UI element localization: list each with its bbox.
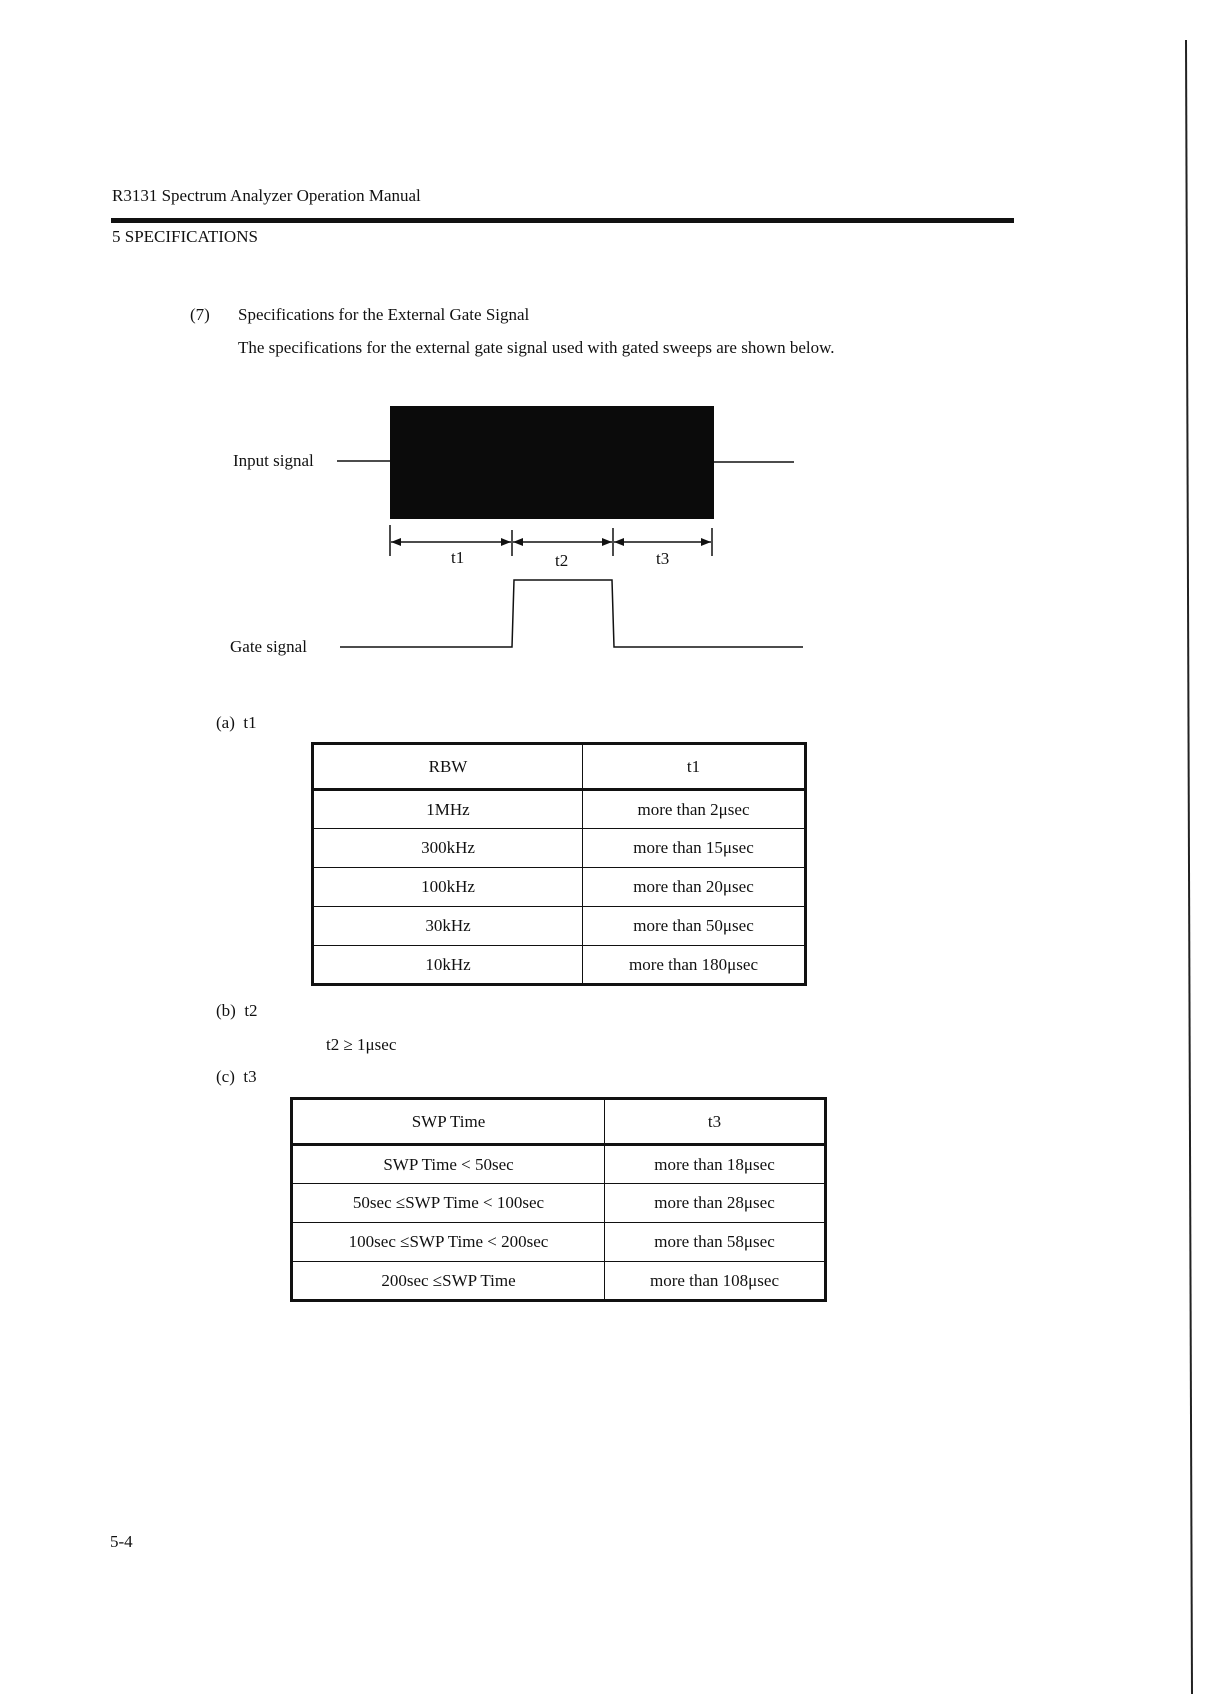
swp-time-cell: 50sec ≤SWP Time < 100sec <box>292 1184 605 1223</box>
t3-cell: more than 18μsec <box>605 1145 826 1184</box>
swp-time-cell: SWP Time < 50sec <box>292 1145 605 1184</box>
part-c-label: (c) t3 <box>216 1067 257 1086</box>
t1-cell: more than 20μsec <box>583 868 806 907</box>
rbw-header: RBW <box>313 744 583 790</box>
table-row <box>313 829 806 868</box>
rbw-cell: 300kHz <box>313 829 583 868</box>
t1-table <box>311 742 807 986</box>
table-header-row <box>313 744 806 790</box>
t3-cell: more than 28μsec <box>605 1184 826 1223</box>
t1-interval-label: t1 <box>451 548 465 567</box>
t1-cell: more than 180μsec <box>583 946 806 985</box>
t1-cell: more than 50μsec <box>583 907 806 946</box>
table-row <box>313 907 806 946</box>
rbw-cell: 10kHz <box>313 946 583 985</box>
table-row <box>292 1145 826 1184</box>
t3-cell: more than 108μsec <box>605 1262 826 1301</box>
table-row <box>313 790 806 829</box>
t2-condition: t2 ≥ 1μsec <box>326 1035 397 1054</box>
t3-cell: more than 58μsec <box>605 1223 826 1262</box>
rbw-cell: 1MHz <box>313 790 583 829</box>
rbw-cell: 100kHz <box>313 868 583 907</box>
scan-edge-line <box>1186 40 1192 1694</box>
input-signal-label: Input signal <box>233 451 314 470</box>
table-row <box>292 1262 826 1301</box>
part-a-label: (a) t1 <box>216 713 257 732</box>
input-signal-burst <box>390 406 714 519</box>
t3-header: t3 <box>605 1099 826 1145</box>
swp-time-cell: 200sec ≤SWP Time <box>292 1262 605 1301</box>
chapter-heading: 5 SPECIFICATIONS <box>112 227 258 246</box>
swp-time-cell: 100sec ≤SWP Time < 200sec <box>292 1223 605 1262</box>
table-row <box>313 868 806 907</box>
table-row <box>313 946 806 985</box>
swp-time-header: SWP Time <box>292 1099 605 1145</box>
table-header-row <box>292 1099 826 1145</box>
t1-cell: more than 15μsec <box>583 829 806 868</box>
section-intro: The specifications for the external gate signal used with gated sweeps are shown below. <box>238 338 835 357</box>
t1-cell: more than 2μsec <box>583 790 806 829</box>
gate-signal-label: Gate signal <box>230 637 307 656</box>
t3-interval-label: t3 <box>656 549 670 568</box>
part-b-label: (b) t2 <box>216 1001 258 1020</box>
section-number: (7) <box>190 305 210 324</box>
gate-signal-waveform <box>340 580 803 647</box>
rbw-cell: 30kHz <box>313 907 583 946</box>
section-title: Specifications for the External Gate Signal <box>238 305 530 324</box>
manual-title: R3131 Spectrum Analyzer Operation Manual <box>112 186 421 205</box>
t2-interval-label: t2 <box>555 551 569 570</box>
page-number: 5-4 <box>110 1532 133 1551</box>
table-row <box>292 1184 826 1223</box>
t3-table <box>290 1097 827 1302</box>
t1-header: t1 <box>583 744 806 790</box>
table-row <box>292 1223 826 1262</box>
